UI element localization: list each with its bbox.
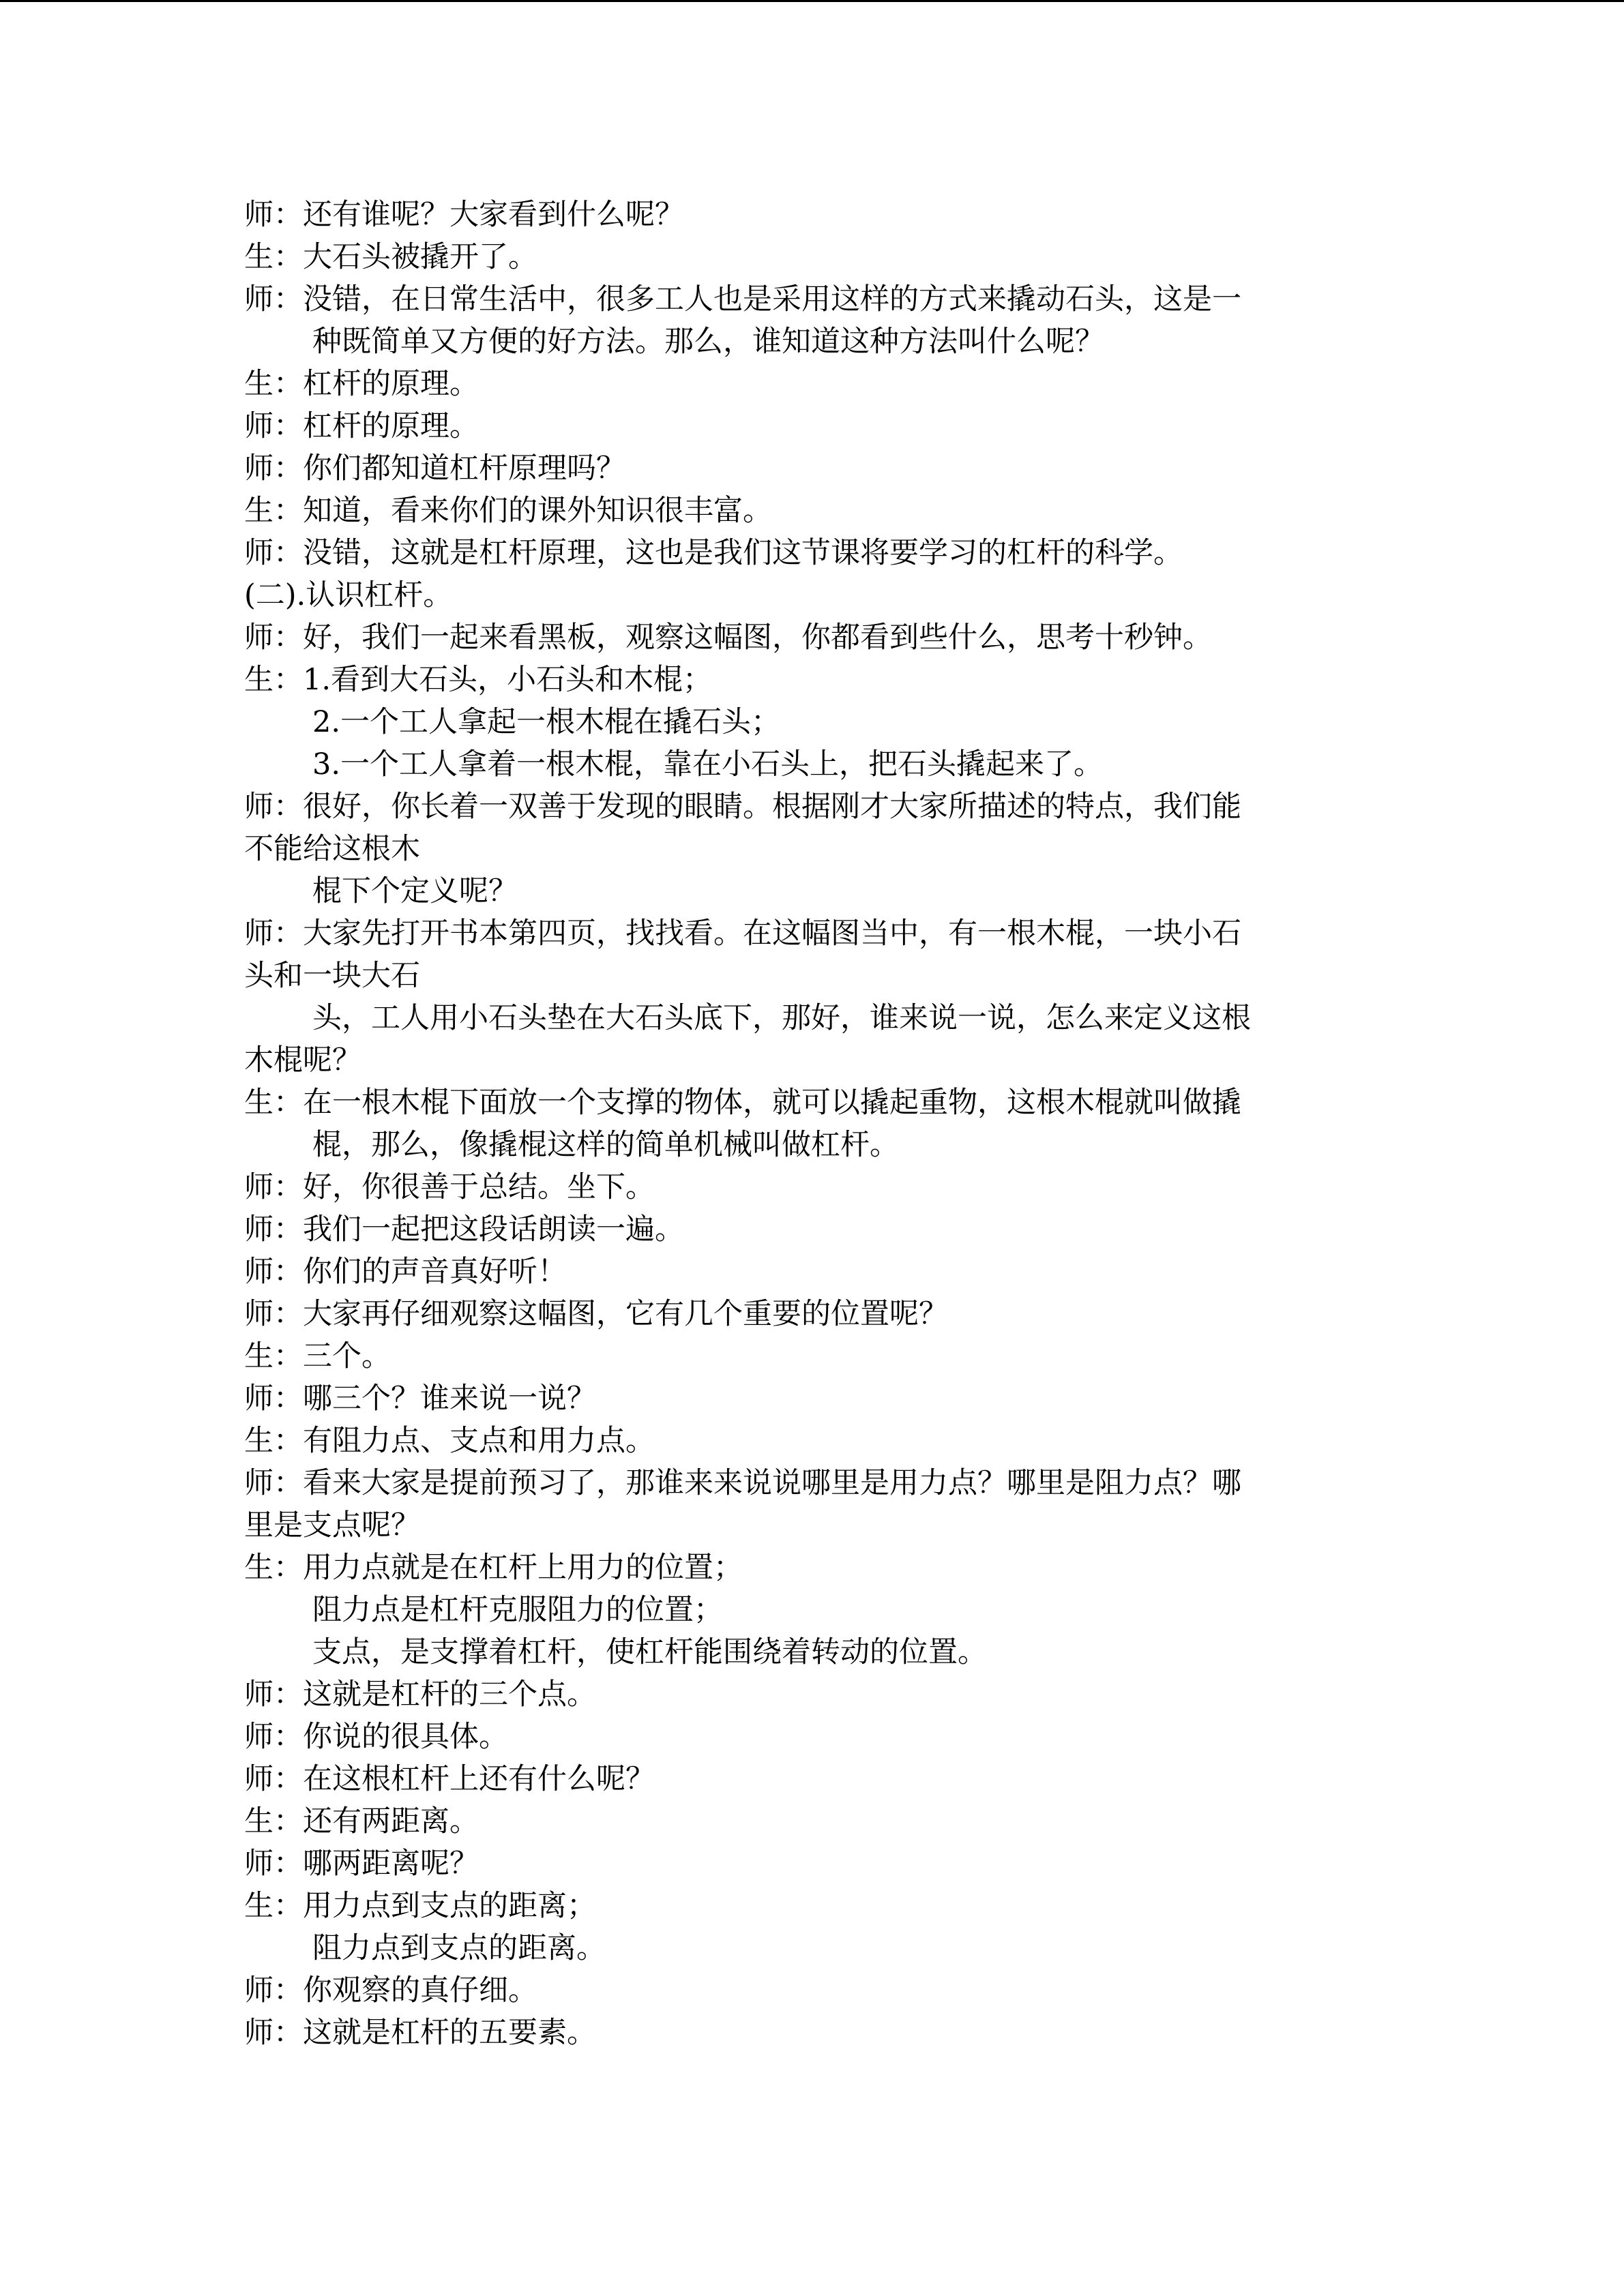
dialogue-line: 棍，那么，像撬棍这样的简单机械叫做杠杆。 [312, 1128, 899, 1162]
dialogue-line: 师：哪两距离呢？ [244, 1847, 479, 1881]
dialogue-line: 师：你们的声音真好听！ [244, 1255, 567, 1289]
dialogue-line: 生：用力点到支点的距离； [244, 1889, 596, 1923]
dialogue-line: 师：好，我们一起来看黑板，观察这幅图，你都看到些什么，思考十秒钟。 [244, 621, 1212, 655]
dialogue-line: 阻力点到支点的距离。 [312, 1931, 606, 1965]
dialogue-line: 生：在一根木棍下面放一个支撑的物体，就可以撬起重物，这根木棍就叫做撬 [244, 1086, 1241, 1120]
dialogue-line: 师：哪三个？谁来说一说？ [244, 1382, 596, 1416]
dialogue-line: 生：用力点就是在杠杆上用力的位置； [244, 1551, 743, 1585]
dialogue-line: 种既简单又方便的好方法。那么，谁知道这种方法叫什么呢？ [312, 325, 1104, 359]
dialogue-line: 生：三个。 [244, 1339, 391, 1373]
dialogue-line: 生：有阻力点、支点和用力点。 [244, 1424, 655, 1458]
dialogue-line: 阻力点是杠杆克服阻力的位置； [312, 1593, 723, 1627]
dialogue-line: 生：杠杆的原理。 [244, 367, 479, 401]
dialogue-line: 生：还有两距离。 [244, 1804, 479, 1838]
document-body [244, 194, 1370, 2054]
dialogue-line: 生：知道，看来你们的课外知识很丰富。 [244, 494, 772, 528]
dialogue-line: 师：看来大家是提前预习了，那谁来来说说哪里是用力点？哪里是阻力点？哪 [244, 1466, 1241, 1500]
dialogue-line: 头和一块大石 [244, 959, 420, 993]
dialogue-line: 师：在这根杠杆上还有什么呢？ [244, 1762, 655, 1796]
dialogue-line: 生：大石头被撬开了。 [244, 240, 537, 274]
dialogue-line: (二).认识杠杆。 [244, 578, 453, 612]
dialogue-line: 师：大家先打开书本第四页，找找看。在这幅图当中，有一根木棍，一块小石 [244, 916, 1241, 951]
dialogue-line: 木棍呢？ [244, 1043, 361, 1077]
dialogue-line: 2.一个工人拿起一根木棍在撬石头； [312, 705, 781, 739]
dialogue-line: 师：杠杆的原理。 [244, 409, 479, 443]
dialogue-line: 师：你说的很具体。 [244, 1720, 508, 1754]
dialogue-line: 师：这就是杠杆的三个点。 [244, 1678, 596, 1712]
dialogue-line: 师：很好，你长着一双善于发现的眼睛。根据刚才大家所描述的特点，我们能 [244, 790, 1241, 824]
dialogue-line: 不能给这根木 [244, 832, 420, 866]
top-border-line [0, 0, 1624, 2]
dialogue-line: 头，工人用小石头垫在大石头底下，那好，谁来说一说，怎么来定义这根 [312, 1001, 1251, 1035]
dialogue-line: 里是支点呢？ [244, 1508, 420, 1542]
dialogue-line: 师：好，你很善于总结。坐下。 [244, 1170, 655, 1204]
dialogue-line: 师：没错，这就是杠杆原理，这也是我们这节课将要学习的杠杆的科学。 [244, 536, 1183, 570]
dialogue-line: 支点，是支撑着杠杆，使杠杆能围绕着转动的位置。 [312, 1635, 987, 1669]
dialogue-line: 师：你们都知道杠杆原理吗？ [244, 451, 625, 486]
dialogue-line: 3.一个工人拿着一根木棍，靠在小石头上，把石头撬起来了。 [312, 747, 1104, 781]
dialogue-line: 师：你观察的真仔细。 [244, 1973, 537, 2008]
dialogue-line: 师：没错，在日常生活中，很多工人也是采用这样的方式来撬动石头，这是一 [244, 282, 1241, 316]
dialogue-line: 生：1.看到大石头，小石头和木棍； [244, 663, 713, 697]
dialogue-line: 师：这就是杠杆的五要素。 [244, 2016, 596, 2050]
dialogue-line: 师：还有谁呢？大家看到什么呢？ [244, 198, 684, 232]
dialogue-line: 师：大家再仔细观察这幅图，它有几个重要的位置呢？ [244, 1297, 948, 1331]
dialogue-line: 师：我们一起把这段话朗读一遍。 [244, 1212, 684, 1247]
dialogue-line: 棍下个定义呢？ [312, 874, 518, 908]
